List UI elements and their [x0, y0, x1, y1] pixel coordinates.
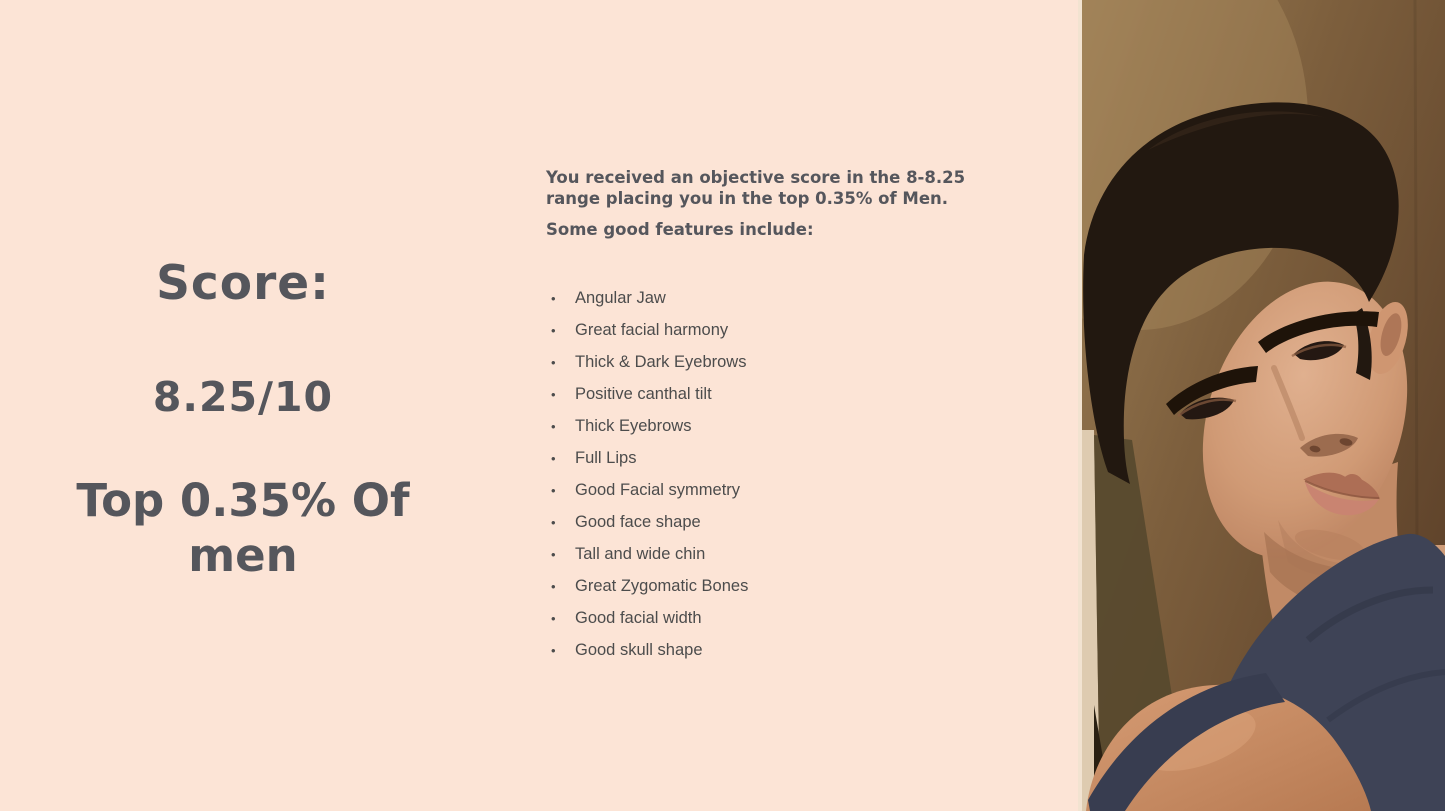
bullet-icon: • — [551, 354, 556, 370]
feature-item — [546, 442, 1016, 474]
feature-item — [546, 506, 1016, 538]
feature-label: Tall and wide chin — [575, 544, 706, 563]
feature-label: Great facial harmony — [575, 320, 729, 339]
feature-item — [546, 474, 1016, 506]
bullet-icon: • — [551, 578, 556, 594]
percentile-line-1: Top 0.35% Of — [76, 474, 410, 527]
features-list — [546, 282, 1016, 666]
score-panel — [36, 256, 450, 583]
details-panel — [546, 167, 1016, 666]
feature-label: Full Lips — [575, 448, 637, 467]
feature-item — [546, 634, 1016, 666]
feature-label: Good face shape — [575, 512, 701, 531]
percentile-line-2: men — [188, 529, 298, 582]
feature-item — [546, 538, 1016, 570]
feature-label: Angular Jaw — [575, 288, 666, 307]
bullet-icon: • — [551, 610, 556, 626]
portrait-photo — [1078, 0, 1445, 811]
bullet-icon: • — [551, 290, 556, 306]
feature-item — [546, 314, 1016, 346]
features-subheading: Some good features include: — [546, 220, 814, 239]
feature-label: Good facial width — [575, 608, 702, 627]
score-value: 8.25/10 — [152, 373, 334, 421]
feature-label: Thick & Dark Eyebrows — [575, 352, 747, 371]
bullet-icon: • — [551, 386, 556, 402]
feature-label: Good Facial symmetry — [575, 480, 741, 499]
intro-line-2: range placing you in the top 0.35% of Men. — [546, 189, 949, 208]
bullet-icon: • — [551, 482, 556, 498]
feature-label: Positive canthal tilt — [575, 384, 712, 403]
feature-item — [546, 378, 1016, 410]
bullet-icon: • — [551, 514, 556, 530]
bullet-icon: • — [551, 418, 556, 434]
feature-label: Great Zygomatic Bones — [575, 576, 749, 595]
feature-item — [546, 282, 1016, 314]
feature-item — [546, 570, 1016, 602]
bullet-icon: • — [551, 450, 556, 466]
feature-item — [546, 602, 1016, 634]
bullet-icon: • — [551, 322, 556, 338]
score-heading: Score: — [156, 256, 330, 311]
percentile-text — [36, 473, 450, 583]
feature-label: Good skull shape — [575, 640, 703, 659]
bullet-icon: • — [551, 642, 556, 658]
feature-item — [546, 410, 1016, 442]
bullet-icon: • — [551, 546, 556, 562]
intro-line-1: You received an objective score in the 8-8.25 — [546, 168, 966, 187]
intro-paragraph — [546, 167, 1016, 209]
feature-label: Thick Eyebrows — [575, 416, 692, 435]
feature-item — [546, 346, 1016, 378]
